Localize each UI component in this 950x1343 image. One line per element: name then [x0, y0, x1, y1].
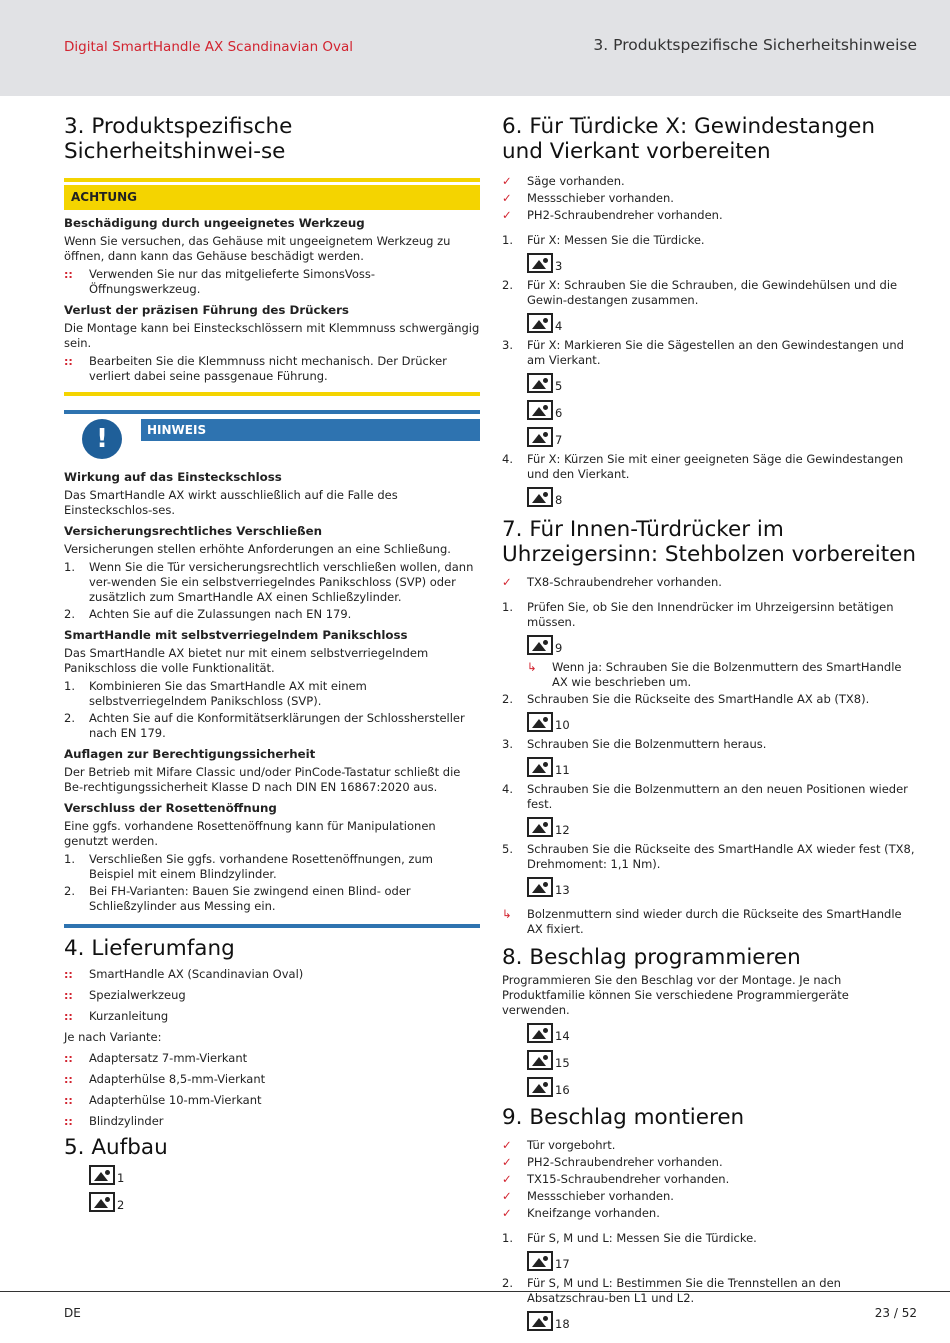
list-item: ✓ Messschieber vorhanden. — [502, 191, 674, 205]
image-placeholder-icon — [527, 313, 553, 333]
figure: 18 — [527, 1309, 918, 1333]
figure: 6 — [527, 398, 918, 422]
list-item: 4. Schrauben Sie die Bolzenmuttern an den neuen Positionen wieder fest. — [502, 782, 908, 811]
list-item: 1. Wenn Sie die Tür versicherungsrechtlich verschließen wollen, dann ver-wenden Sie ein selbstverriegelndes Panikschloss (SVP) oder zusätzlich zum SmartHandle AX einen Schließzylinder. — [64, 560, 474, 604]
check-icon: ✓ — [502, 1138, 512, 1152]
list-item: ✓ PH2-Schraubendreher vorhanden. — [502, 1155, 723, 1169]
figure: 1 — [89, 1163, 480, 1187]
list-item: 2. Schrauben Sie die Rückseite des SmartHandle AX ab (TX8). — [502, 692, 870, 706]
list-item: :: Adaptersatz 7-mm-Vierkant — [64, 1051, 248, 1065]
bullet-icon: :: — [64, 989, 73, 1002]
sub-item: ↳ Wenn ja: Schrauben Sie die Bolzenmuttern des SmartHandle AX wie beschrieben um. — [527, 660, 902, 689]
list-item: 4. Für X: Kürzen Sie mit einer geeigneten Säge die Gewindestangen und den Vierkant. — [502, 452, 904, 481]
bullet-icon: :: — [64, 355, 73, 368]
figure: 11 — [527, 755, 918, 779]
list-item: :: Adapterhülse 8,5-mm-Vierkant — [64, 1072, 266, 1086]
hinweis-heading: Verschluss der Rosettenöffnung — [64, 801, 277, 815]
hinweis-heading: Wirkung auf das Einsteckschloss — [64, 470, 282, 484]
achtung-box — [64, 178, 480, 396]
list-item: :: Blindzylinder — [64, 1114, 164, 1128]
image-placeholder-icon — [527, 1050, 553, 1070]
image-placeholder-icon — [527, 1023, 553, 1043]
product-name: Digital SmartHandle AX Scandinavian Oval — [64, 39, 354, 55]
hinweis-label: HINWEIS — [141, 419, 480, 441]
footer-language: DE — [64, 1306, 81, 1320]
list-item: 1. Für X: Messen Sie die Türdicke. — [502, 233, 705, 247]
bullet-icon: :: — [64, 1094, 73, 1107]
list-item: 2. Für X: Schrauben Sie die Schrauben, die Gewindehülsen und die Gewin-destangen zusammen. — [502, 278, 898, 307]
bullet-icon: :: — [64, 1115, 73, 1128]
page-header — [0, 0, 950, 96]
list-item: ✓ Kneifzange vorhanden. — [502, 1206, 660, 1220]
list-item: :: Spezialwerkzeug — [64, 988, 186, 1002]
list-item: ✓ Messschieber vorhanden. — [502, 1189, 674, 1203]
figure: 9 — [527, 633, 918, 657]
exclamation-icon: ! — [82, 419, 122, 459]
list-item: 5. Schrauben Sie die Rückseite des SmartHandle AX wieder fest (TX8, Drehmoment: 1,1 Nm). — [502, 842, 915, 871]
image-placeholder-icon — [527, 712, 553, 732]
list-item: :: Kurzanleitung — [64, 1009, 169, 1023]
list-item: :: Adapterhülse 10-mm-Vierkant — [64, 1093, 262, 1107]
check-icon: ✓ — [502, 174, 512, 188]
divider — [64, 924, 480, 928]
image-placeholder-icon — [89, 1192, 115, 1212]
bullet-icon: :: — [64, 1073, 73, 1086]
list-item: 1. Prüfen Sie, ob Sie den Innendrücker im Uhrzeigersinn betätigen müssen. — [502, 600, 894, 629]
section-4-title: 4. Lieferumfang — [64, 936, 235, 961]
figure: 15 — [527, 1048, 918, 1072]
hinweis-text: Das SmartHandle AX wirkt ausschließlich auf die Falle des Einsteckschlos-ses. — [64, 488, 398, 517]
achtung-text-2: Die Montage kann bei Einsteckschlössern mit Klemmnuss schwergängig sein. — [64, 321, 480, 350]
list-item: :: Verwenden Sie nur das mitgelieferte SimonsVoss-Öffnungswerkzeug. — [64, 267, 376, 296]
arrow-icon: ↳ — [502, 907, 512, 921]
image-placeholder-icon — [527, 1251, 553, 1271]
list-item: :: SmartHandle AX (Scandinavian Oval) — [64, 967, 304, 981]
image-placeholder-icon — [89, 1165, 115, 1185]
list-item: ✓ Tür vorgebohrt. — [502, 1138, 616, 1152]
achtung-heading-1: Beschädigung durch ungeeignetes Werkzeug — [64, 216, 365, 230]
figure: 14 — [527, 1021, 918, 1045]
figure: 12 — [527, 815, 918, 839]
list-item: 2. Achten Sie auf die Zulassungen nach EN 179. — [64, 607, 352, 621]
image-placeholder-icon — [527, 817, 553, 837]
list-item: ✓ Säge vorhanden. — [502, 174, 625, 188]
hinweis-header — [64, 410, 480, 464]
image-placeholder-icon — [527, 487, 553, 507]
section-9-title: 9. Beschlag montieren — [502, 1105, 745, 1130]
arrow-icon: ↳ — [527, 660, 537, 674]
list-item: 2. Achten Sie auf die Konformitätserklärungen der Schlosshersteller nach EN 179. — [64, 711, 465, 740]
list-item: ✓ TX15-Schraubendreher vorhanden. — [502, 1172, 730, 1186]
figure: 4 — [527, 311, 918, 335]
list-item: 1. Verschließen Sie ggfs. vorhandene Rosettenöffnungen, zum Beispiel mit einem Blindzylinder. — [64, 852, 433, 881]
list-item: 1. Kombinieren Sie das SmartHandle AX mit einem selbstverriegelndem Panikschloss (SVP). — [64, 679, 367, 708]
figure: 5 — [527, 371, 918, 395]
list-item: ✓ TX8-Schraubendreher vorhanden. — [502, 575, 722, 589]
list-item: 2. Bei FH-Varianten: Bauen Sie zwingend einen Blind- oder Schließzylinder aus Messing ein. — [64, 884, 411, 913]
hinweis-text: Eine ggfs. vorhandene Rosettenöffnung kann für Manipulationen genutzt werden. — [64, 819, 436, 848]
section-8-text: Programmieren Sie den Beschlag vor der Montage. Je nach Produktfamilie können Sie verschiedene Programmiergeräte verwenden. — [502, 973, 849, 1017]
bullet-icon: :: — [64, 268, 73, 281]
figure: 8 — [527, 485, 918, 509]
list-item: 2. Für S, M und L: Bestimmen Sie die Trennstellen an den Absatzschrau-ben L1 und L2. — [502, 1276, 841, 1305]
right-column — [502, 114, 918, 1336]
image-placeholder-icon — [527, 635, 553, 655]
page-number: 23 / 52 — [874, 1306, 917, 1320]
hinweis-heading: SmartHandle mit selbstverriegelndem Panikschloss — [64, 628, 408, 642]
section-7-title: 7. Für Innen-Türdrücker im Uhrzeigersinn: Stehbolzen vorbereiten — [502, 517, 917, 567]
section-8-title: 8. Beschlag programmieren — [502, 945, 801, 970]
image-placeholder-icon — [527, 1311, 553, 1331]
image-placeholder-icon — [527, 373, 553, 393]
bullet-icon: :: — [64, 968, 73, 981]
figure: 2 — [89, 1190, 480, 1214]
figure: 3 — [527, 251, 918, 275]
hinweis-text: Das SmartHandle AX bietet nur mit einem selbstverriegelndem Panikschloss die volle Funktionalität. — [64, 646, 429, 675]
check-icon: ✓ — [502, 191, 512, 205]
figure: 13 — [527, 875, 918, 899]
figure: 16 — [527, 1075, 918, 1099]
achtung-label: ACHTUNG — [64, 185, 480, 210]
image-placeholder-icon — [527, 427, 553, 447]
achtung-text-1: Wenn Sie versuchen, das Gehäuse mit ungeeignetem Werkzeug zu öffnen, dann kann das Gehäuse beschädigt werden. — [64, 234, 451, 263]
image-placeholder-icon — [527, 877, 553, 897]
list-item: 3. Für X: Markieren Sie die Sägestellen an den Gewindestangen und am Vierkant. — [502, 338, 904, 367]
section-name: 3. Produktspezifische Sicherheitshinweise — [593, 36, 917, 54]
achtung-heading-2: Verlust der präzisen Führung des Drückers — [64, 303, 349, 317]
check-icon: ✓ — [502, 1155, 512, 1169]
figure: 10 — [527, 710, 918, 734]
figure: 17 — [527, 1249, 918, 1273]
image-placeholder-icon — [527, 253, 553, 273]
image-placeholder-icon — [527, 757, 553, 777]
check-icon: ✓ — [502, 1206, 512, 1220]
section-3-title: 3. Produktspezifische Sicherheitshinwei-se — [64, 114, 293, 164]
list-item: 3. Schrauben Sie die Bolzenmuttern heraus. — [502, 737, 767, 751]
list-item: 1. Für S, M und L: Messen Sie die Türdicke. — [502, 1231, 757, 1245]
check-icon: ✓ — [502, 1189, 512, 1203]
bullet-icon: :: — [64, 1052, 73, 1065]
image-placeholder-icon — [527, 1077, 553, 1097]
bullet-icon: :: — [64, 1010, 73, 1023]
list-item: :: Bearbeiten Sie die Klemmnuss nicht mechanisch. Der Drücker verliert dabei seine passgenaue Führung. — [64, 354, 447, 383]
variant-note: Je nach Variante: — [64, 1030, 162, 1044]
hinweis-heading: Auflagen zur Berechtigungssicherheit — [64, 747, 316, 761]
result-item: ↳ Bolzenmuttern sind wieder durch die Rückseite des SmartHandle AX fixiert. — [502, 907, 902, 936]
section-5-title: 5. Aufbau — [64, 1135, 168, 1160]
check-icon: ✓ — [502, 575, 512, 589]
section-6-title: 6. Für Türdicke X: Gewindestangen und Vierkant vorbereiten — [502, 114, 875, 164]
hinweis-heading: Versicherungsrechtliches Verschließen — [64, 524, 322, 538]
left-column — [64, 114, 480, 1217]
check-icon: ✓ — [502, 208, 512, 222]
image-placeholder-icon — [527, 400, 553, 420]
hinweis-text: Der Betrieb mit Mifare Classic und/oder PinCode-Tastatur schließt die Be-rechtigungssicherheit Klasse D nach DIN EN 16867:2020 aus. — [64, 765, 461, 794]
footer-divider — [0, 1291, 950, 1292]
hinweis-text: Versicherungen stellen erhöhte Anforderungen an eine Schließung. — [64, 542, 451, 556]
figure: 7 — [527, 425, 918, 449]
divider — [64, 392, 480, 396]
list-item: ✓ PH2-Schraubendreher vorhanden. — [502, 208, 723, 222]
check-icon: ✓ — [502, 1172, 512, 1186]
